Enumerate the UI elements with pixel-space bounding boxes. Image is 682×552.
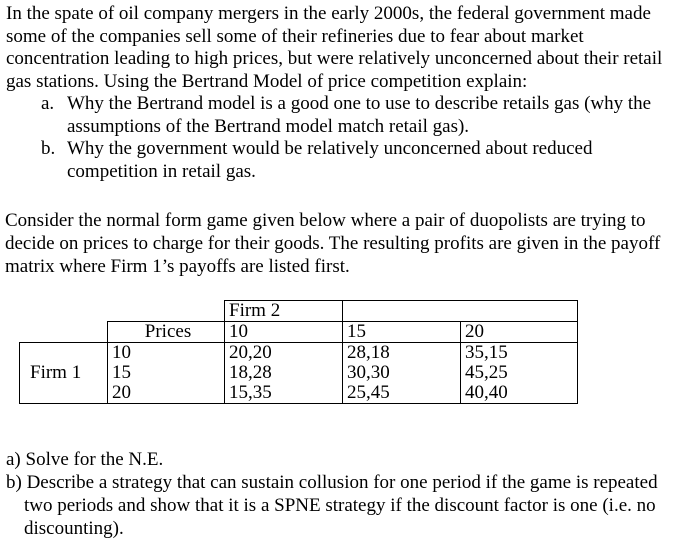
payoff-matrix: [19, 300, 578, 404]
column-price-20: 20: [461, 322, 578, 343]
item-b-marker: b.: [41, 138, 56, 159]
task-a: a) Solve for the N.E.: [6, 449, 164, 470]
question-2: [5, 209, 677, 278]
table-row-header-firm2: [20, 301, 578, 322]
item-b-text: Why the government would be relatively unconcerned about reduced competition in retail gas.: [67, 138, 593, 182]
payoff-cell: 40,40: [461, 383, 578, 404]
payoff-cell: 28,18: [343, 343, 461, 364]
row-player-label: Firm 1: [20, 343, 108, 404]
payoff-cell: 20,20: [225, 343, 343, 364]
item-a-text: Why the Bertrand model is a good one to use to describe retails gas (why the assumptions of the Bertrand model match retail gas).: [67, 93, 652, 137]
column-player-label: Firm 2: [225, 301, 343, 322]
payoff-cell: 25,45: [343, 383, 461, 404]
question-1-item-b: [6, 138, 678, 183]
question-1-intro: In the spate of oil company mergers in the early 2000s, the federal government made some of the companies sell some of their refineries due to fear about market concentration leading to high prices, but were relatively unconcerned about their retail gas stations. Using the Bertrand Model of price competition explain:: [6, 3, 663, 92]
payoff-cell: 18,28: [225, 363, 343, 383]
task-b: b) Describe a strategy that can sustain collusion for one period if the game is repeated two periods and show that it is a SPNE strategy if the discount factor is one (i.e. no discounting).: [6, 472, 658, 539]
table-row-column-prices: [20, 322, 578, 343]
question-2-tasks: [6, 448, 678, 540]
payoff-cell: 30,30: [343, 363, 461, 383]
column-price-15: 15: [343, 322, 461, 343]
column-price-10: 10: [225, 322, 343, 343]
row-price-10: 10: [108, 343, 225, 364]
table-row: [20, 343, 578, 364]
payoff-cell: 35,15: [461, 343, 578, 364]
payoff-cell: 15,35: [225, 383, 343, 404]
question-1-item-a: [6, 93, 678, 138]
row-price-20: 20: [108, 383, 225, 404]
question-2-intro: Consider the normal form game given below where a pair of duopolists are trying to decide on prices to charge for their goods. The resulting profits are given in the payoff matrix where Firm 1’s payoffs are listed first.: [5, 210, 661, 277]
question-1: [6, 3, 678, 183]
item-a-marker: a.: [41, 93, 55, 114]
row-price-15: 15: [108, 363, 225, 383]
prices-label: Prices: [108, 322, 225, 343]
payoff-cell: 45,25: [461, 363, 578, 383]
